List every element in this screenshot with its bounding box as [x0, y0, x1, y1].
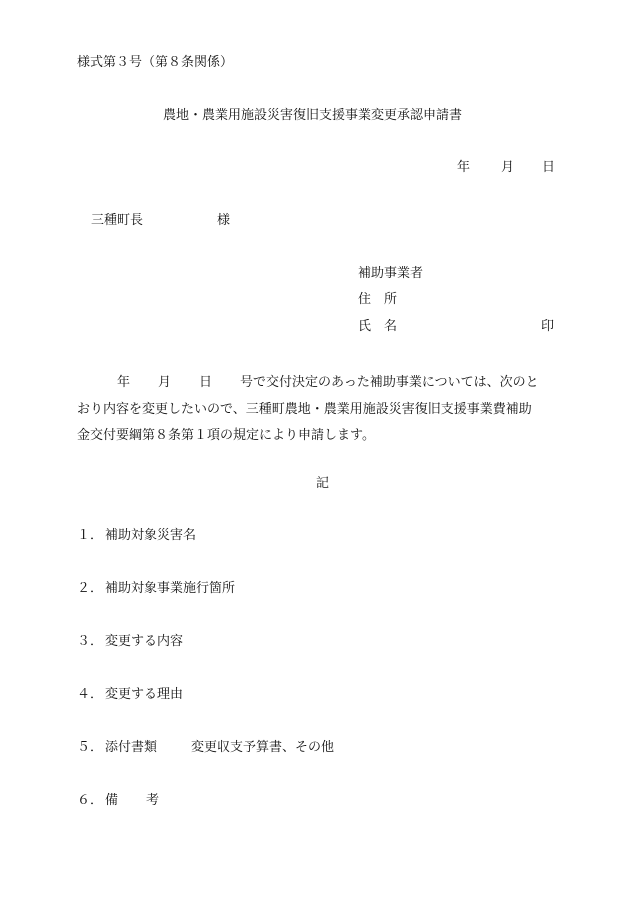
- item-label-a: 備: [105, 793, 119, 808]
- item-label: 補助対象災害名: [105, 528, 197, 543]
- date-day-label: 日: [542, 160, 556, 175]
- form-number-label: 様式第３号（第８条関係）: [77, 55, 234, 70]
- document-title: 農地・農業用施設災害復旧支援事業変更承認申請書: [163, 108, 463, 123]
- recipient-honorific: 様: [217, 213, 231, 228]
- name-label-a: 氏: [358, 319, 372, 334]
- list-item: [77, 793, 159, 809]
- seal-mark-label: 印: [541, 319, 555, 334]
- ki-heading: 記: [316, 476, 330, 491]
- date-year-label: 年: [457, 160, 471, 175]
- name-label-b: 名: [384, 319, 398, 334]
- body-line-3: 金交付要綱第８条第１項の規定により申請します。: [77, 428, 375, 443]
- item-number: ５．: [77, 740, 104, 755]
- attachment-detail: 変更収支予算書、その他: [191, 740, 335, 755]
- recipient-name: 三種町長: [91, 213, 144, 228]
- list-item: [77, 687, 183, 703]
- item-number: ４．: [77, 687, 104, 702]
- item-number: ３．: [77, 634, 104, 649]
- body-year: 年: [117, 375, 131, 390]
- body-line-2: おり内容を変更したいので、三種町農地・農業用施設災害復旧支援事業費補助: [77, 401, 532, 417]
- item-label: 補助対象事業施行箇所: [105, 581, 236, 596]
- list-item: [77, 740, 334, 756]
- date-month-label: 月: [501, 160, 515, 175]
- address-label: [358, 292, 397, 308]
- applicant-label: 補助事業者: [358, 266, 424, 281]
- item-label: 変更する理由: [105, 687, 184, 702]
- name-label: [358, 319, 397, 335]
- body-day: 日: [199, 375, 213, 390]
- list-item: [77, 528, 196, 544]
- item-label: 変更する内容: [105, 634, 184, 649]
- item-label: 添付書類: [105, 740, 158, 755]
- body-line-1: [77, 370, 580, 397]
- address-label-b: 所: [384, 292, 398, 307]
- list-item: [77, 581, 235, 597]
- application-body-text: [77, 370, 580, 450]
- item-number: ６．: [77, 793, 104, 808]
- body-line-1-rest: 号で交付決定のあった補助事業については、次のと: [240, 375, 539, 390]
- item-number: １．: [77, 528, 104, 543]
- list-item: [77, 634, 183, 650]
- body-month: 月: [158, 375, 172, 390]
- address-label-a: 住: [358, 292, 372, 307]
- item-number: ２．: [77, 581, 104, 596]
- item-label-b: 考: [146, 793, 160, 808]
